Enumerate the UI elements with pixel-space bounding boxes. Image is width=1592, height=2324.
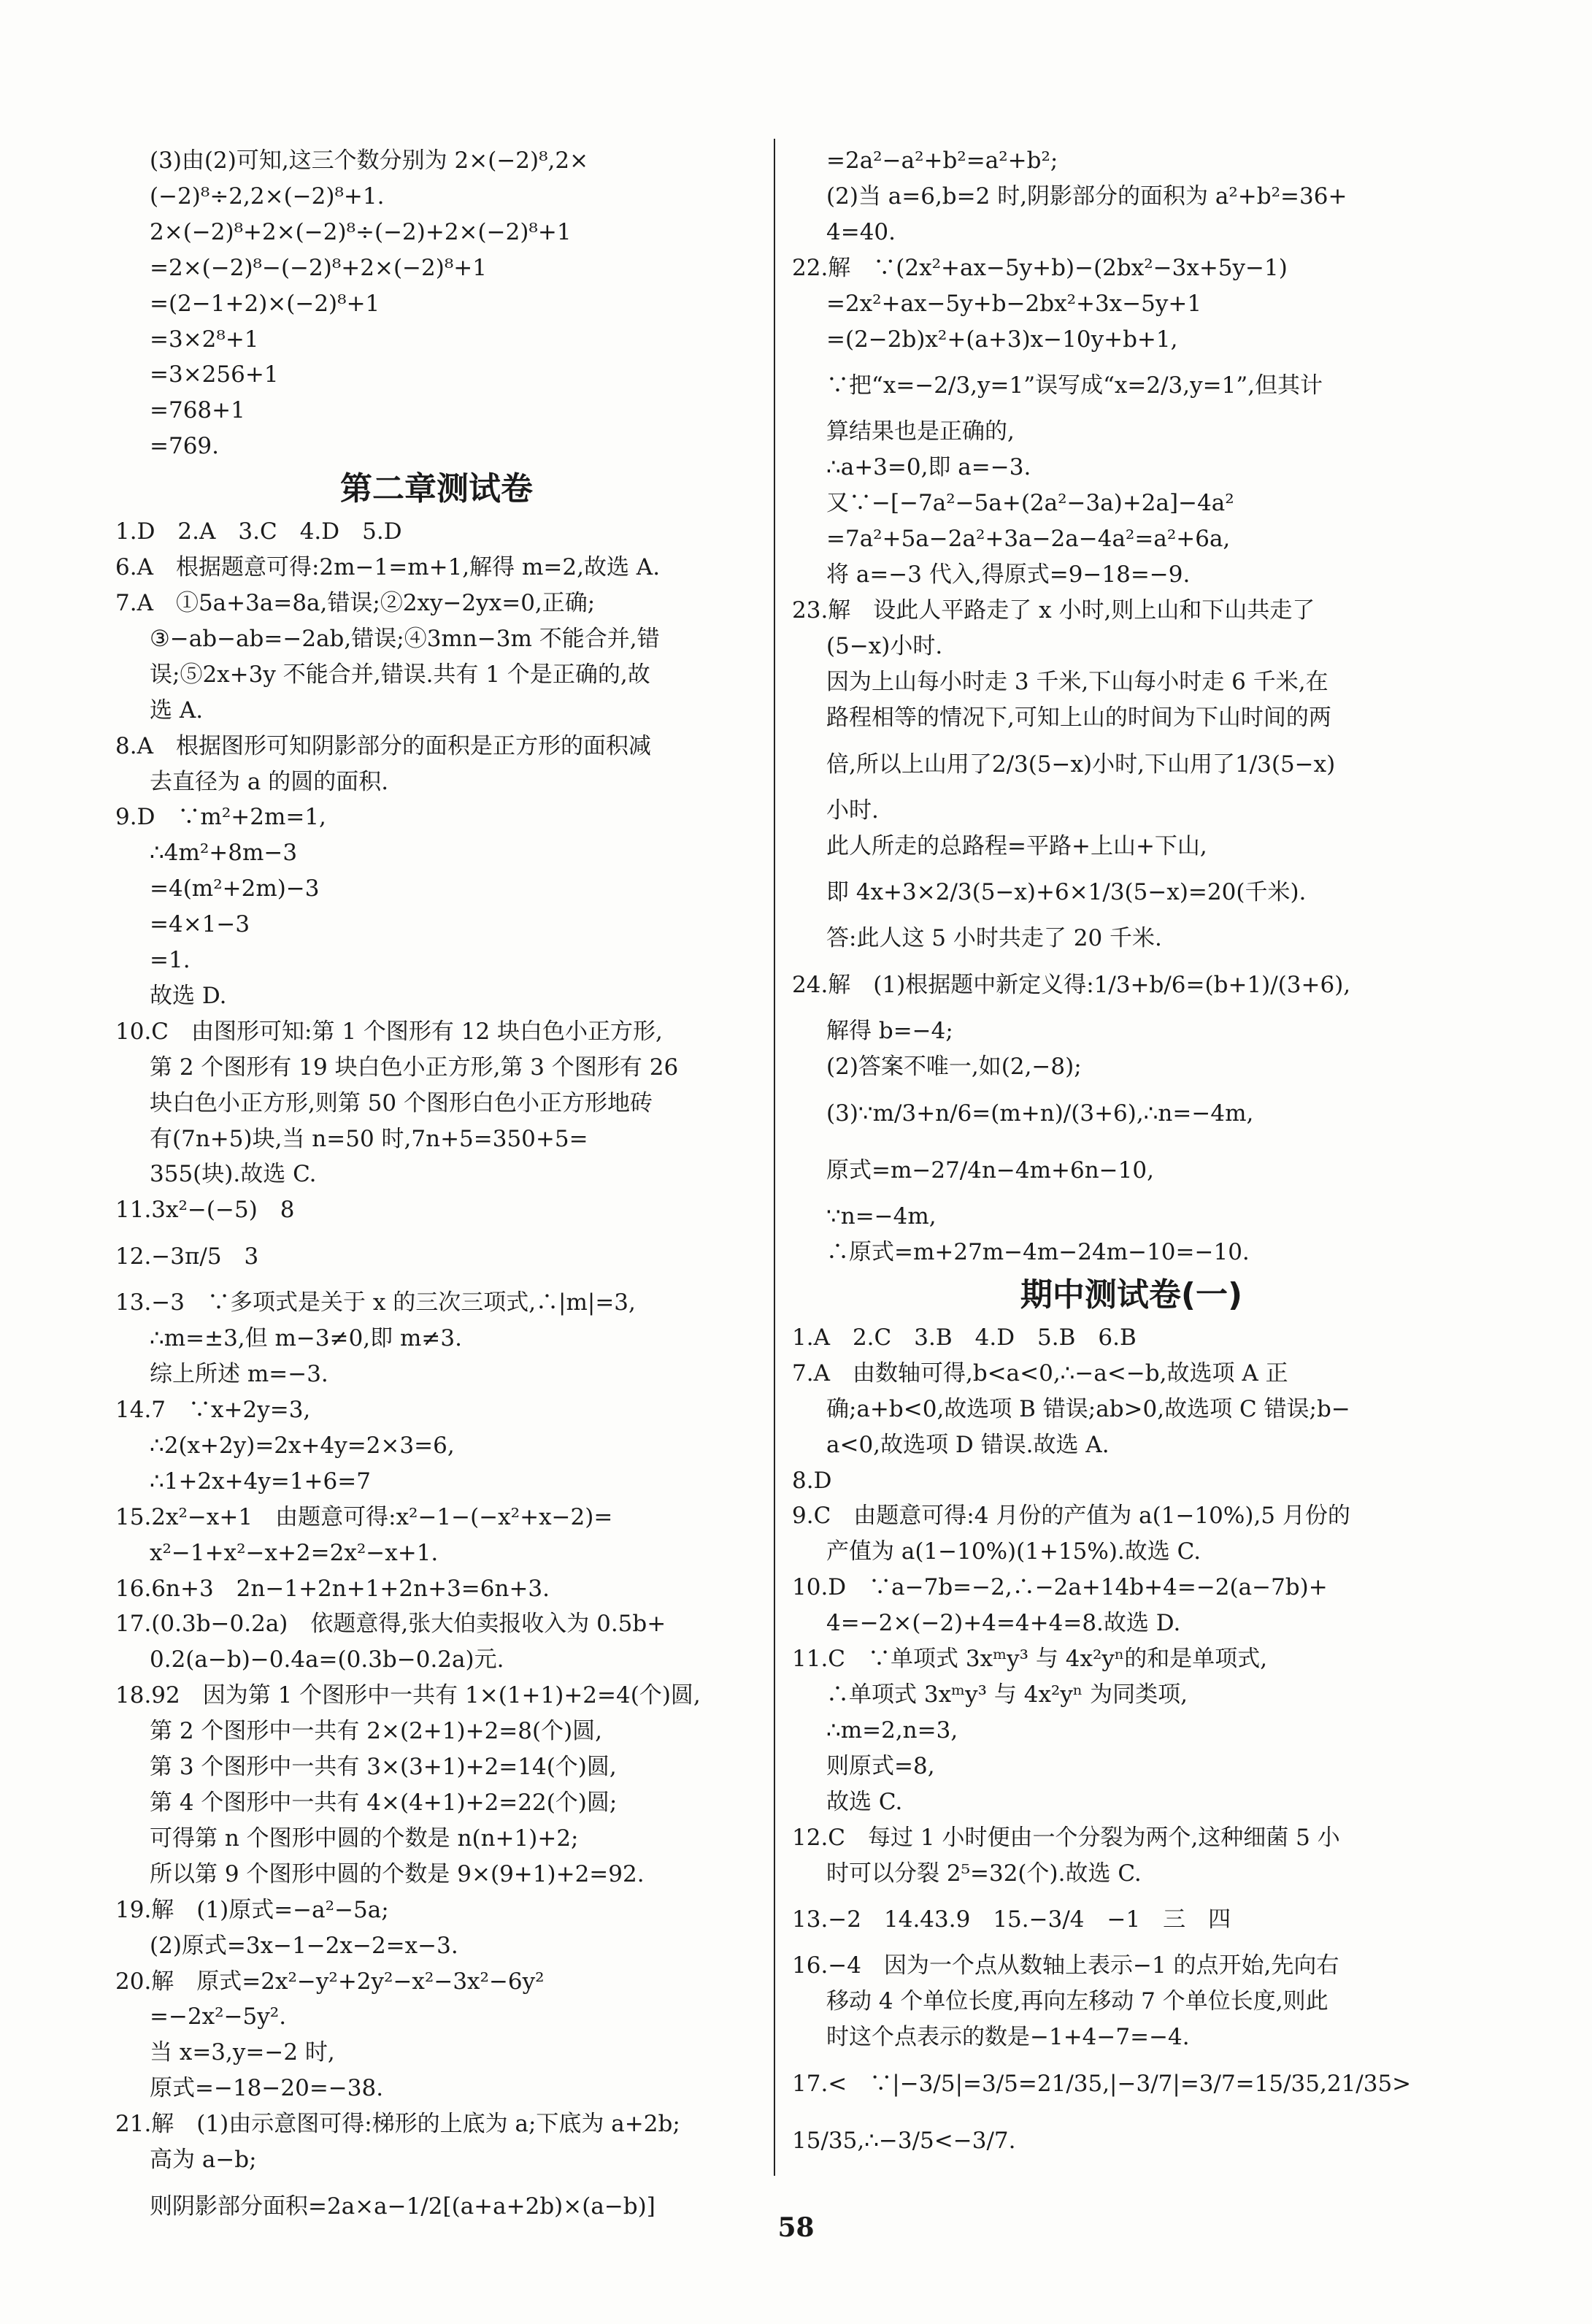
text-line: (3)由(2)可知,这三个数分别为 2×(−2)⁸,2× (150, 147, 589, 174)
text-line: =4(m²+2m)−3 (150, 875, 320, 902)
text-line: 第 3 个图形中一共有 3×(3+1)+2=14(个)圆, (150, 1754, 617, 1781)
text-line: ③−ab−ab=−2ab,错误;④3mn−3m 不能合并,错 (150, 625, 660, 652)
text-line: 13.−2 14.43.9 15.−3/4 −1 三 四 (792, 1906, 1231, 1933)
text-line: (5−x)小时. (826, 632, 943, 659)
text-line: 12.−3π/5 3 (115, 1243, 259, 1270)
text-line: 19.解 (1)原式=−a²−5a; (115, 1896, 389, 1923)
text-line: =4×1−3 (150, 911, 250, 938)
text-line: =769. (150, 433, 219, 460)
text-line: 小时. (826, 797, 879, 824)
text-line: =1. (150, 947, 191, 974)
text-line: =2×(−2)⁸−(−2)⁸+2×(−2)⁸+1 (150, 254, 487, 281)
text-line: (−2)⁸÷2,2×(−2)⁸+1. (150, 183, 385, 210)
text-line: 16.6n+3 2n−1+2n+1+2n+3=6n+3. (115, 1575, 550, 1602)
text-line: 时可以分裂 2⁵=32(个).故选 C. (826, 1860, 1142, 1887)
text-line: 8.D (792, 1467, 832, 1494)
right-column (792, 143, 1471, 2169)
text-line: =(2−1+2)×(−2)⁸+1 (150, 290, 380, 317)
text-line: ∴a+3=0,即 a=−3. (826, 454, 1031, 481)
left-column (115, 143, 758, 2235)
text-line: 故选 D. (150, 982, 227, 1009)
text-line: 9.C 由题意可得:4 月份的产值为 a(1−10%),5 月份的 (792, 1503, 1350, 1530)
text-line: 第 2 个图形有 19 块白色小正方形,第 3 个图形有 26 (150, 1054, 679, 1081)
text-line: 第 4 个图形中一共有 4×(4+1)+2=22(个)圆; (150, 1789, 618, 1816)
text-line: ∴m=2,n=3, (826, 1717, 958, 1744)
text-line: ∴单项式 3xᵐy³ 与 4x²yⁿ 为同类项, (826, 1681, 1188, 1708)
text-line: 误;⑤2x+3y 不能合并,错误.共有 1 个是正确的,故 (150, 661, 650, 688)
text-line: ∵n=−4m, (826, 1203, 937, 1230)
text-line: 21.解 (1)由示意图可得:梯形的上底为 a;下底为 a+2b; (115, 2111, 680, 2138)
text-line: 13.−3 ∵多项式是关于 x 的三次三项式,∴|m|=3, (115, 1289, 636, 1316)
text-line: 355(块).故选 C. (150, 1161, 317, 1188)
text-line: a<0,故选项 D 错误.故选 A. (826, 1431, 1110, 1458)
text-line: 4=−2×(−2)+4=4+4=8.故选 D. (826, 1610, 1181, 1637)
text-line: 当 x=3,y=−2 时, (150, 2039, 335, 2066)
text-line: 又∵−[−7a²−5a+(2a²−3a)+2a]−4a² (826, 490, 1234, 517)
text-line: 22.解 ∵(2x²+ax−5y+b)−(2bx²−3x+5y−1) (792, 254, 1288, 281)
text-line: ∴1+2x+4y=1+6=7 (150, 1468, 371, 1495)
text-line: 答:此人这 5 小时共走了 20 千米. (826, 925, 1162, 952)
text-line: =768+1 (150, 397, 245, 424)
text-line: 移动 4 个单位长度,再向左移动 7 个单位长度,则此 (826, 1988, 1328, 2015)
text-line: 第 2 个图形中一共有 2×(2+1)+2=8(个)圆, (150, 1718, 603, 1745)
text-line: 17.< ∵|−3/5|=3/5=21/35,|−3/7|=3/7=15/35,21/35> (792, 2071, 1412, 2098)
text-line: 块白色小正方形,则第 50 个图形白色小正方形地砖 (150, 1089, 653, 1116)
section-heading: 期中测试卷(一) (1020, 1276, 1243, 1314)
text-line: (2)当 a=6,b=2 时,阴影部分的面积为 a²+b²=36+ (826, 183, 1347, 210)
text-line: 18.92 因为第 1 个图形中一共有 1×(1+1)+2=4(个)圆, (115, 1682, 701, 1709)
text-line: 倍,所以上山用了2/3(5−x)小时,下山用了1/3(5−x) (826, 751, 1336, 778)
text-line: 解得 b=−4; (826, 1018, 953, 1045)
text-line: 15.2x²−x+1 由题意可得:x²−1−(−x²+x−2)= (115, 1503, 613, 1530)
text-line: 11.C ∵单项式 3xᵐy³ 与 4x²yⁿ的和是单项式, (792, 1646, 1268, 1673)
text-line: 15/35,∴−3/5<−3/7. (792, 2128, 1016, 2155)
section-heading: 第二章测试卷 (340, 470, 533, 508)
text-line: 14.7 ∵x+2y=3, (115, 1397, 311, 1423)
text-line: ∴4m²+8m−3 (150, 840, 298, 867)
text-line: 12.C 每过 1 小时便由一个分裂为两个,这种细菌 5 小 (792, 1824, 1340, 1851)
text-line: 选 A. (150, 697, 204, 724)
text-line: 有(7n+5)块,当 n=50 时,7n+5=350+5= (150, 1125, 588, 1152)
text-line: 则原式=8, (826, 1752, 935, 1779)
text-line: 7.A 由数轴可得,b<a<0,∴−a<−b,故选项 A 正 (792, 1359, 1288, 1387)
text-line: 4=40. (826, 218, 896, 245)
text-line: 17.(0.3b−0.2a) 依题意得,张大伯卖报收入为 0.5b+ (115, 1611, 666, 1638)
text-line: 16.−4 因为一个点从数轴上表示−1 的点开始,先向右 (792, 1952, 1339, 1979)
text-line: 2×(−2)⁸+2×(−2)⁸÷(−2)+2×(−2)⁸+1 (150, 218, 572, 245)
text-line: 原式=m−27/4n−4m+6n−10, (826, 1157, 1154, 1184)
page-number: 58 (777, 2212, 815, 2243)
text-line: 10.C 由图形可知:第 1 个图形有 12 块白色小正方形, (115, 1018, 663, 1045)
text-line: 此人所走的总路程=平路+上山+下山, (826, 832, 1207, 859)
text-line: 即 4x+3×2/3(5−x)+6×1/3(5−x)=20(千米). (826, 879, 1307, 906)
text-line: 将 a=−3 代入,得原式=9−18=−9. (826, 561, 1191, 588)
column-divider (774, 139, 775, 2176)
text-line: 综上所述 m=−3. (150, 1361, 328, 1388)
text-line: 可得第 n 个图形中圆的个数是 n(n+1)+2; (150, 1825, 579, 1852)
text-line: 1.D 2.A 3.C 4.D 5.D (115, 518, 402, 545)
text-line: ∴2(x+2y)=2x+4y=2×3=6, (150, 1432, 455, 1459)
text-line: 24.解 (1)根据题中新定义得:1/3+b/6=(b+1)/(3+6), (792, 972, 1351, 999)
text-line: 时这个点表示的数是−1+4−7=−4. (826, 2024, 1190, 2051)
text-line: 产值为 a(1−10%)(1+15%).故选 C. (826, 1538, 1201, 1565)
text-line: 11.3x²−(−5) 8 (115, 1197, 295, 1224)
text-line: 原式=−18−20=−38. (150, 2075, 384, 2102)
text-line: 路程相等的情况下,可知上山的时间为下山时间的两 (826, 704, 1331, 731)
text-line: 因为上山每小时走 3 千米,下山每小时走 6 千米,在 (826, 668, 1328, 695)
text-line: =(2−2b)x²+(a+3)x−10y+b+1, (826, 326, 1178, 353)
text-line: =2x²+ax−5y+b−2bx²+3x−5y+1 (826, 290, 1202, 317)
text-line: =3×256+1 (150, 361, 279, 388)
text-line: 高为 a−b; (150, 2147, 257, 2174)
text-line: =3×2⁸+1 (150, 326, 259, 353)
text-line: 9.D ∵m²+2m=1, (115, 804, 326, 831)
text-line: ∵把“x=−2/3,y=1”误写成“x=2/3,y=1”,但其计 (826, 372, 1323, 399)
text-line: =−2x²−5y². (150, 2003, 287, 2030)
text-line: 算结果也是正确的, (826, 418, 1015, 445)
text-line: 10.D ∵a−7b=−2,∴−2a+14b+4=−2(a−7b)+ (792, 1574, 1328, 1601)
text-line: 1.A 2.C 3.B 4.D 5.B 6.B (792, 1324, 1137, 1351)
text-line: 20.解 原式=2x²−y²+2y²−x²−3x²−6y² (115, 1968, 545, 1995)
text-line: 0.2(a−b)−0.4a=(0.3b−0.2a)元. (150, 1646, 504, 1673)
text-line: 6.A 根据题意可得:2m−1=m+1,解得 m=2,故选 A. (115, 554, 661, 581)
text-line: 则阴影部分面积=2a×a−1/2[(a+a+2b)×(a−b)] (150, 2193, 655, 2220)
text-line: 故选 C. (826, 1788, 903, 1815)
text-line: =7a²+5a−2a²+3a−2a−4a²=a²+6a, (826, 526, 1231, 553)
text-line: (2)原式=3x−1−2x−2=x−3. (150, 1932, 458, 1959)
text-line: 去直径为 a 的圆的面积. (150, 768, 389, 795)
text-line: ∴原式=m+27m−4m−24m−10=−10. (826, 1239, 1250, 1266)
text-line: =2a²−a²+b²=a²+b²; (826, 147, 1058, 174)
text-line: 23.解 设此人平路走了 x 小时,则上山和下山共走了 (792, 597, 1315, 624)
text-line: x²−1+x²−x+2=2x²−x+1. (150, 1539, 439, 1566)
text-line: ∴m=±3,但 m−3≠0,即 m≠3. (150, 1325, 462, 1352)
text-line: 所以第 9 个图形中圆的个数是 9×(9+1)+2=92. (150, 1860, 645, 1887)
text-line: 8.A 根据图形可知阴影部分的面积是正方形的面积减 (115, 732, 651, 759)
text-line: 7.A ①5a+3a=8a,错误;②2xy−2yx=0,正确; (115, 589, 596, 616)
text-line: 确;a+b<0,故选项 B 错误;ab>0,故选项 C 错误;b− (826, 1395, 1350, 1422)
text-line: (3)∵m/3+n/6=(m+n)/(3+6),∴n=−4m, (826, 1100, 1254, 1127)
text-line: (2)答案不唯一,如(2,−8); (826, 1054, 1082, 1081)
